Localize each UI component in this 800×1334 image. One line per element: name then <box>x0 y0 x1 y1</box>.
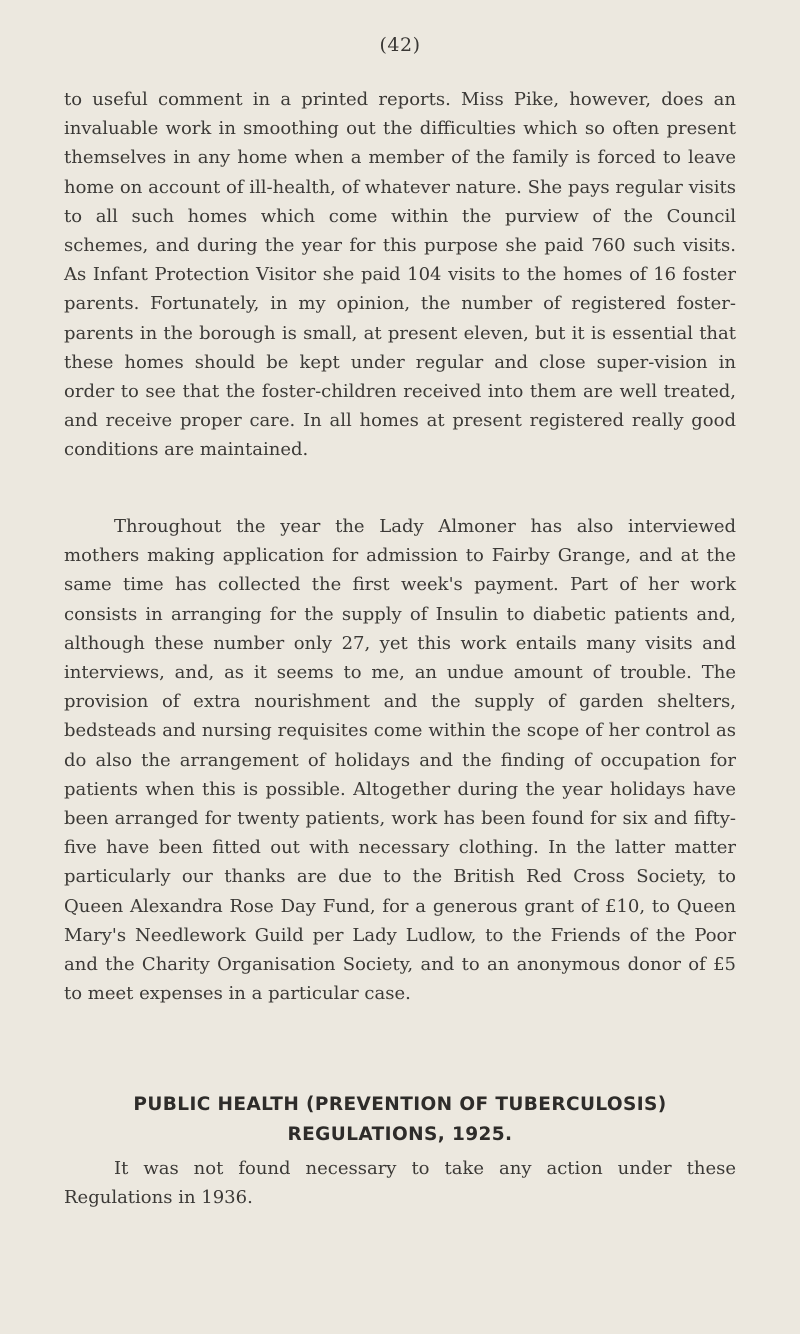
paragraph-regulations: It was not found necessary to take any action under these Regulations in 1936. <box>64 1158 736 1209</box>
section-heading <box>64 1090 736 1150</box>
paragraph-lady-almoner: Throughout the year the Lady Almoner has also interviewed mothers making application for admission to Fairby Grange, and at the same time has collected the first week's payment. Part of her work consists in arranging for the supply of Insulin to diabetic patients and, although these number only 27, yet this work entails many visits and interviews, and, as it seems to me, an undue amount of trouble. The provision of extra nourishment and the supply of garden shelters, bedsteads and nursing requisites come within the scope of her control as do also the arrangement of holidays and the finding of occupation for patients when this is possible. Altogether during the year holidays have been arranged for twenty patients, work has been found for six and fifty-five have been fitted out with necessary clothing. In the latter matter particularly our thanks are due to the British Red Cross Society, to Queen Alexandra Rose Day Fund, for a generous grant of £10, to Queen Mary's Needlework Guild per Lady Ludlow, to the Friends of the Poor and the Charity Organisation Society, and to an anonymous donor of £5 to meet expenses in a particular case. <box>64 516 736 1005</box>
section-heading-line-2: REGULATIONS, 1925. <box>287 1124 513 1145</box>
section-heading-line-1: PUBLIC HEALTH (PREVENTION OF TUBERCULOSIS) <box>133 1094 667 1115</box>
paragraph-foster-visits: to useful comment in a printed reports. Miss Pike, however, does an invaluable work in smoothing out the difficulties which so often present themselves in any home when a member of the family is forced to leave home on account of ill-health, of whatever nature. She pays regular visits to all such homes which come within the purview of the Council schemes, and during the year for this purpose she paid 760 such visits. As Infant Protection Visitor she paid 104 visits to the homes of 16 foster parents. Fortunately, in my opinion, the number of registered foster-parents in the borough is small, at present eleven, but it is essential that these homes should be kept under regular and close super-vision in order to see that the foster-children received into them are well treated, and receive proper care. In all homes at present registered really good conditions are maintained. <box>64 89 736 461</box>
page-number: (42) <box>379 34 421 56</box>
